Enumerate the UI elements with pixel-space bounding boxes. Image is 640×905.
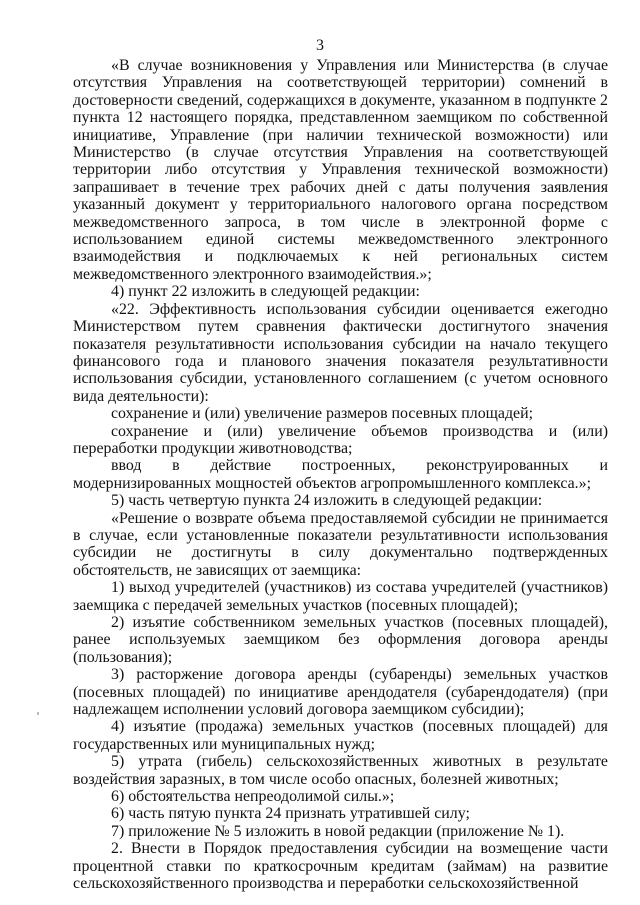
paragraph-verification-clause: «В случае возникновения у Управления или Министерства (в случае отсутствия Управления на соответствующей территории) сомнений в достоверности сведений, содержащихся в документе, указанном в подпункте 2 пункта 12 настоящего порядка, представленном заемщиком по собственной инициативе, Управление (при наличии технической возможности) или Министерство (в случае отсутствия Управления на соответствующей территории либо отсутствия у Управления технической возможности) запрашивает в течение трех рабочих дней с даты получения заявления указанный документ у территориального налогового органа посредством межведомственного запроса, в том числе в электронной форме с использованием единой системы межведомственного электронного взаимодействия и подключаемых к ней региональных систем межведомственного электронного взаимодействия.»; bbox=[73, 57, 608, 283]
scan-artifact bbox=[37, 712, 39, 715]
paragraph-circumstance-6: 6) обстоятельства непреодолимой силы.»; bbox=[111, 788, 395, 806]
paragraph-item-4-intro: 4) пункт 22 изложить в следующей редакции: bbox=[111, 283, 420, 301]
paragraph-item-6: 6) часть пятую пункта 24 признать утратившей силу; bbox=[111, 805, 470, 823]
paragraph-circumstance-3: 3) расторжение договора аренды (субаренды) земельных участков (посевных площадей) по инициативе арендодателя (субарендодателя) (при надлежащем исполнении условий договора заемщиком субсидии); bbox=[73, 666, 608, 719]
paragraph-indicator-sown-areas: сохранение и (или) увеличение размеров посевных площадей; bbox=[111, 405, 534, 423]
document-body bbox=[73, 57, 608, 893]
paragraph-indicator-facilities: ввод в действие построенных, реконструированных и модернизированных мощностей объектов агропромышленного комплекса.»; bbox=[73, 457, 608, 492]
paragraph-indicator-livestock: сохранение и (или) увеличение объемов производства и (или) переработки продукции животноводства; bbox=[73, 422, 608, 457]
page-number: 3 bbox=[316, 37, 324, 54]
paragraph-item-7: 7) приложение № 5 изложить в новой редакции (приложение № 1). bbox=[111, 822, 565, 840]
paragraph-circumstance-4: 4) изъятие (продажа) земельных участков (посевных площадей) для государственных или муниципальных нужд; bbox=[73, 718, 608, 753]
paragraph-point-22: «22. Эффективность использования субсидии оценивается ежегодно Министерством путем сравнения фактически достигнутого значения показателя результативности использования субсидии на начало текущего финансового года и планового значения показателя результативности использования субсидии, установленного соглашением (с учетом основного вида деятельности): bbox=[73, 300, 608, 405]
paragraph-circumstance-5: 5) утрата (гибель) сельскохозяйственных животных в результате воздействия заразных, в том числе особо опасных, болезней животных; bbox=[73, 753, 608, 788]
paragraph-section-2: 2. Внести в Порядок предоставления субсидии на возмещение части процентной ставки по краткосрочным кредитам (займам) на развитие сельскохозяйственного производства и переработки сельскохозяйственной bbox=[73, 840, 608, 893]
paragraph-circumstance-2: 2) изъятие собственником земельных участков (посевных площадей), ранее используемых заемщиком без оформления договора аренды (пользования); bbox=[73, 614, 608, 666]
paragraph-circumstance-1: 1) выход учредителей (участников) из состава учредителей (участников) заемщика с передачей земельных участков (посевных площадей); bbox=[73, 579, 608, 614]
paragraph-refund-decision: «Решение о возврате объема предоставляемой субсидии не принимается в случае, если установленные показатели результативности использования субсидии не достигнуты в силу документально подтвержденных обстоятельств, не зависящих от заемщика: bbox=[73, 509, 608, 579]
paragraph-item-5-intro: 5) часть четвертую пункта 24 изложить в следующей редакции: bbox=[111, 492, 543, 510]
